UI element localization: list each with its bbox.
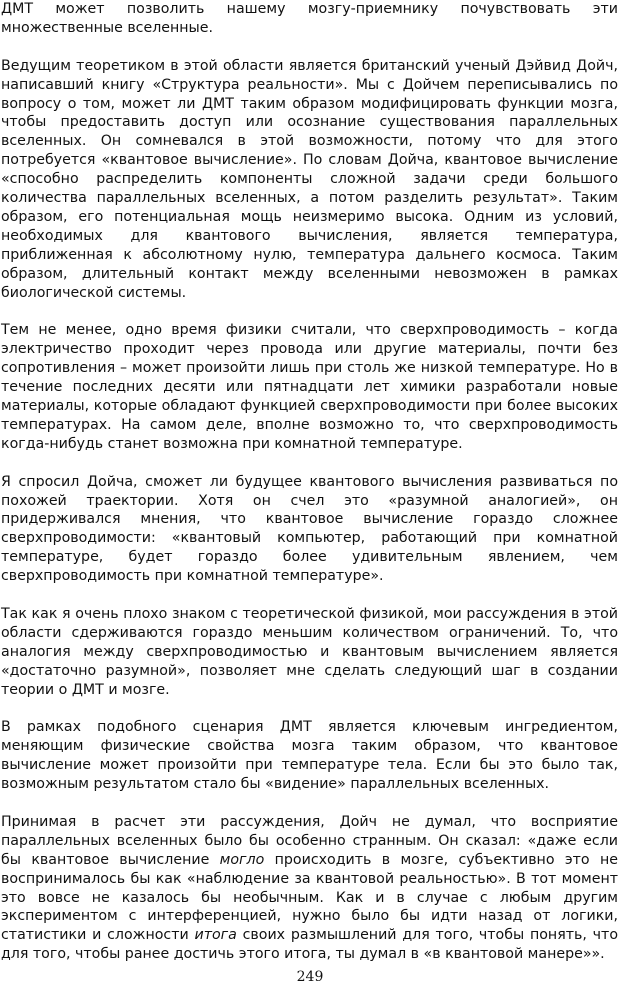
text-run: В рамках подобного сценария ДМТ является ключевым ингредиентом, меняющим физические свойства мозга таким образом, что квантовое вычисление может произойти при температуре тела. Если бы это было так, возможным результатом стало бы «видение» параллельных вселенных.	[1, 719, 618, 793]
paragraph	[1, 0, 618, 38]
emphasized-text: итога	[194, 927, 237, 944]
text-run: своих размышлений для того, чтобы понять, что для того, чтобы ранее достичь этого итога, ты думал в «в квантовой манере»».	[1, 927, 618, 963]
paragraph	[1, 57, 618, 303]
paragraph	[1, 813, 618, 964]
paragraph	[1, 718, 618, 794]
body-text	[1, 0, 618, 983]
text-run: Я спросил Дойча, сможет ли будущее квантового вычисления развиваться по похожей траектории. Хотя он счел это «разумной аналогией», он придерживался мнения, что квантовое вычисление гораздо сложнее сверхпроводимости: «квантовый компьютер, работающий при комнатной температуре, будет гораздо более удивительным явлением, чем сверхпроводимость при комнатной температуре».	[1, 473, 618, 585]
text-run: Так как я очень плохо знаком с теоретической физикой, мои рассуждения в этой области сдерживаются гораздо меньшим количеством ограничений. То, что аналогия между сверхпроводимостью и квантовым вычислением является «достаточно разумной», позволяет мне сделать следующий шаг в создании теории о ДМТ и мозге.	[1, 605, 618, 698]
text-run: Принимая в расчет эти рассуждения, Дойч не думал, что восприятие параллельных вселенных было бы особенно странным. Он сказал: «даже если бы квантовое вычисление	[1, 813, 618, 868]
text-run: Ведущим теоретиком в этой области является британский ученый Дэйвид Дойч, написавший книгу «Структура реальности». Мы с Дойчем переписывались по вопросу о том, может ли ДМТ таким образом модифицировать функции мозга, чтобы предоставить доступ или осознание существования параллельных вселенных. Он сомневался в этой возможности, потому что для этого потребуется «квантовое вычисление». По словам Дойча, квантовое вычисление «способно распределить компоненты сложной задачи среди большого количества параллельных вселенных, а потом разделить результат». Таким образом, его потенциальная мощь неизмеримо высока. Одним из условий, необходимых для квантового вычисления, является температура, приближенная к абсолютному нулю, температура дальнего космоса. Таким образом, длительный контакт между вселенными невозможен в рамках биологической системы.	[1, 57, 618, 301]
text-run: ДМТ может позволить нашему мозгу-приемнику почувствовать эти множественные вселенные.	[1, 1, 618, 36]
paragraph	[1, 321, 618, 453]
paragraph	[1, 473, 618, 586]
text-run: происходить в мозге, субъективно это не воспринималось бы как «наблюдение за квантовой реальностью». В тот момент это вовсе не казалось бы необычным. Как и в случае с любым другим экспериментом с интерференцией, нужно было бы идти назад от логики, статистики и сложности	[1, 851, 618, 944]
page-number: 249	[296, 969, 324, 985]
emphasized-text: могло	[219, 851, 265, 868]
text-run: Тем не менее, одно время физики считали, что сверхпроводимость – когда электричество проходит через провода или другие материалы, почти без сопротивления – может произойти лишь при столь же низкой температуре. Но в течение последних десяти или пятнадцати лет химики разработали новые материалы, которые обладают функцией сверхпроводимости при более высоких температурах. На самом деле, вполне возможно то, что сверхпроводимость когда-нибудь станет возможна при комнатной температуре.	[1, 322, 618, 452]
paragraph	[1, 605, 618, 700]
